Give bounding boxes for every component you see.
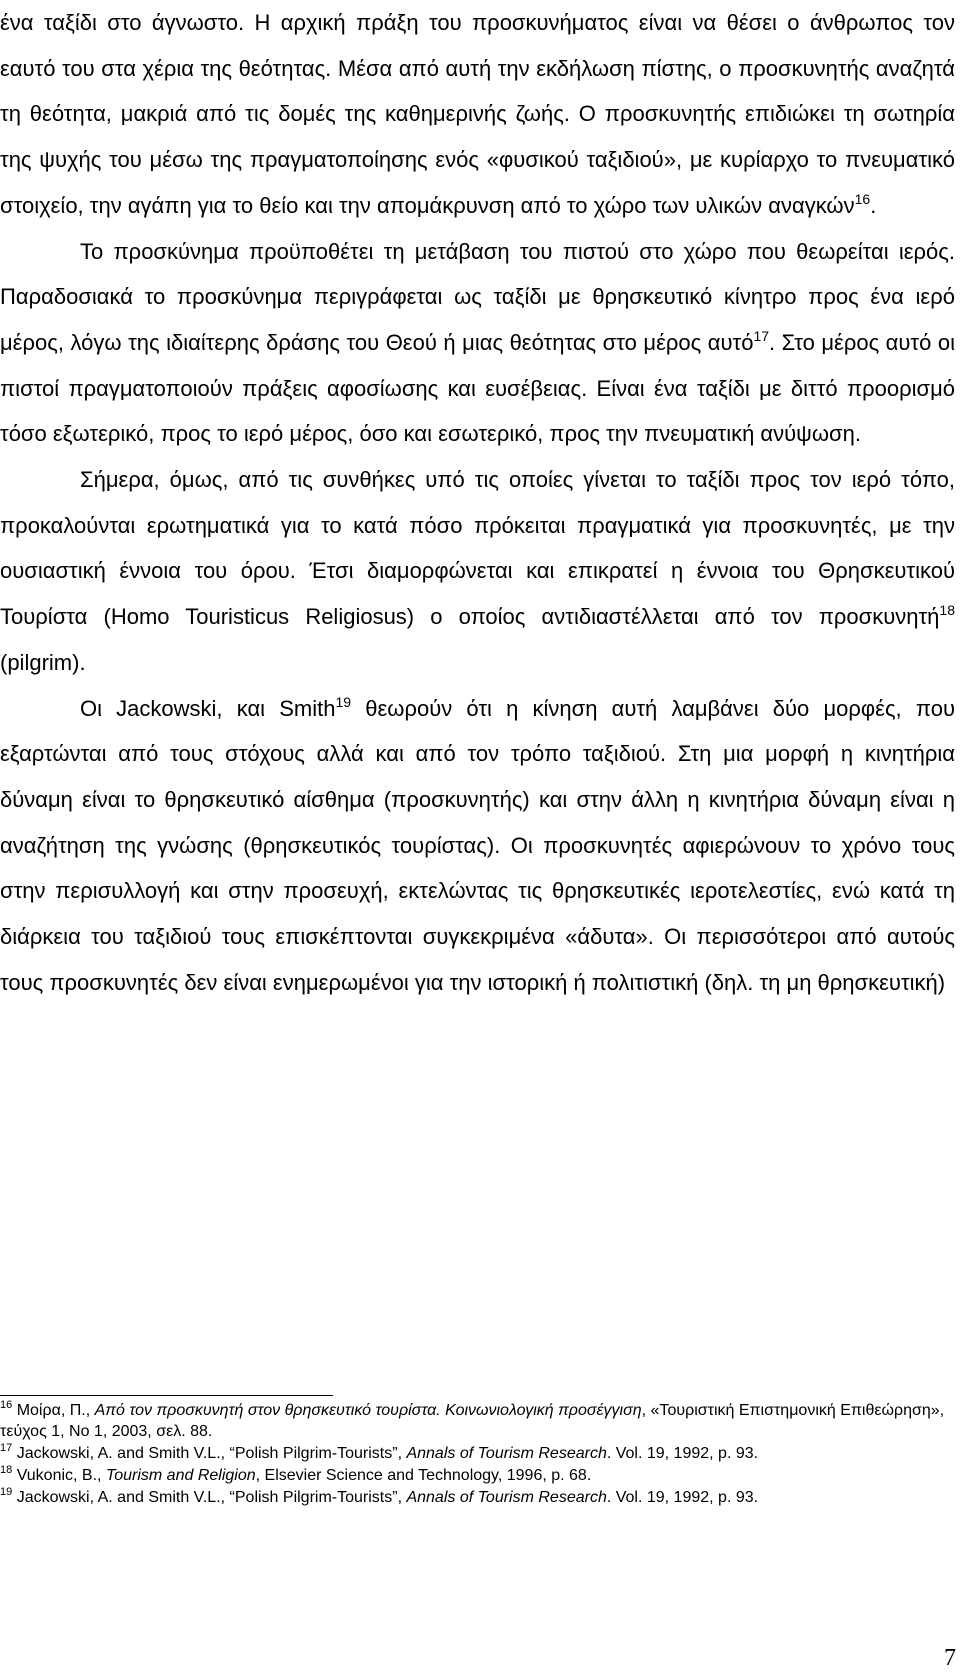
paragraph-footnote-ref: 18	[939, 602, 955, 619]
paragraph-footnote-ref: 19	[335, 693, 352, 710]
paragraph-text-run: (pilgrim).	[0, 649, 86, 675]
footnote-italic-text: Από τον προσκυνητή στον θρησκευτικό τουρίστα. Κοινωνιολογική προσέγγιση	[94, 1402, 642, 1419]
paragraph-text-run: ένα ταξίδι στο άγνωστο. Η αρχική πράξη του προσκυνήματος είναι να θέσει ο άνθρωπος τον εαυτό του στα χέρια της θεότητας. Μέσα από αυτή την εκδήλωση πίστης, ο προσκυνητής αναζητά τη θεότητα, μακριά από τις δομές της καθημερινής ζωής. Ο προσκυνητής επιδιώκει τη σωτηρία της ψυχής του μέσω της πραγματοποίησης ενός «φυσικού ταξιδιού», με κυρίαρχο το πνευματικό στοιχείο, την αγάπη για το θείο και την απομάκρυνση από το χώρο των υλικών αναγκών	[0, 10, 955, 218]
footnote-text-run: , «Τουριστική Επιστημονική Επιθεώρηση», τεύχος 1, No 1, 2003, σελ. 88.	[0, 1402, 945, 1440]
paragraph-text-run: .	[870, 192, 877, 218]
footnote-footnote-ref: 17	[0, 1442, 13, 1454]
footnote-footnote-ref: 16	[0, 1399, 13, 1411]
paragraph-footnote-ref: 16	[854, 190, 871, 207]
footnote-separator	[0, 1395, 333, 1396]
paragraph-text-run: θεωρούν ότι η κίνηση αυτή λαμβάνει δύο μορφές, που εξαρτώνται από τους στόχους αλλά και από τον τρόπο ταξιδιού. Στη μια μορφή η κινητήρια δύναμη είναι το θρησκευτικό αίσθημα (προσκυνητής) και στην άλλη η κινητήρια δύναμη είναι η αναζήτηση της γνώσης (θρησκευτικός τουρίστας). Οι προσκυνητές αφιερώνουν το χρόνο τους στην περισυλλογή και στην προσευχή, εκτελώντας τις θρησκευτικές ιεροτελεστίες, ενώ κατά τη διάρκεια του ταξιδιού τους επισκέπτονται συγκεκριμένα «άδυτα». Οι περισσότεροι από αυτούς τους προσκυνητές δεν είναι ενημερωμένοι για την ιστορική ή πολιτιστική (δηλ. τη μη θρησκευτική)	[0, 695, 955, 995]
footnote-text-run: Jackowski, A. and Smith V.L., “Polish Pilgrim-Tourists”,	[12, 1489, 407, 1506]
paragraph-text-run: Οι Jackowski, και Smith	[80, 695, 336, 721]
footnote-text-run: . Vol. 19, 1992, p. 93.	[606, 1489, 759, 1506]
footnote-text-run: , Elsevier Science and Technology, 1996, p. 68.	[255, 1467, 592, 1484]
footnote-text-run: Μοίρα, Π.,	[12, 1402, 95, 1419]
paragraph-text-run: Το προσκύνημα προϋποθέτει τη μετάβαση του πιστού στο χώρο που θεωρείται ιερός. Παραδοσιακά το προσκύνημα περιγράφεται ως ταξίδι με θρησκευτικό κίνητρο προς ένα ιερό μέρος, λόγω της ιδιαίτερης δράσης του Θεού ή μιας θεότητας στο μέρος αυτό	[0, 238, 955, 355]
footnote-text-run: Vukonic, B.,	[12, 1467, 106, 1484]
footnote-italic-text: Annals of Tourism Research	[406, 1445, 607, 1462]
footnote	[0, 1465, 955, 1486]
paragraph-footnote-ref: 17	[753, 327, 770, 344]
page-number: 7	[944, 1645, 956, 1671]
paragraph	[0, 457, 955, 686]
paragraph-text-run: . Στο μέρος αυτό οι πιστοί πραγματοποιούν πράξεις αφοσίωσης και ευσέβειας. Είναι ένα ταξίδι με διττό προορισμό τόσο εξωτερικό, προς το ιερό μέρος, όσο και εσωτερικό, προς την πνευματική ανύψωση.	[0, 329, 956, 447]
footnote	[0, 1400, 955, 1442]
paragraph	[0, 229, 955, 458]
paragraph	[0, 686, 955, 1006]
paragraph	[0, 0, 955, 229]
footnote	[0, 1487, 955, 1508]
footnote-italic-text: Tourism and Religion	[105, 1467, 256, 1484]
footnote-footnote-ref: 19	[0, 1486, 13, 1498]
footnote-italic-text: Annals of Tourism Research	[406, 1489, 607, 1506]
paragraph-text-run: Σήμερα, όμως, από τις συνθήκες υπό τις οποίες γίνεται το ταξίδι προς τον ιερό τόπο, προκαλούνται ερωτηματικά για το κατά πόσο πρόκειται πραγματικά για προσκυνητές, με την ουσιαστική έννοια του όρου. Έτσι διαμορφώνεται και επικρατεί η έννοια του Θρησκευτικού Τουρίστα (Homo Touristicus Religiosus) ο οποίος αντιδιαστέλλεται από τον προσκυνητή	[0, 467, 955, 630]
footnote-footnote-ref: 18	[0, 1464, 13, 1476]
footnote-text-run: . Vol. 19, 1992, p. 93.	[606, 1445, 759, 1462]
footnotes	[0, 1400, 955, 1509]
footnote-text-run: Jackowski, A. and Smith V.L., “Polish Pilgrim-Tourists”,	[12, 1445, 407, 1462]
footnote	[0, 1443, 955, 1464]
